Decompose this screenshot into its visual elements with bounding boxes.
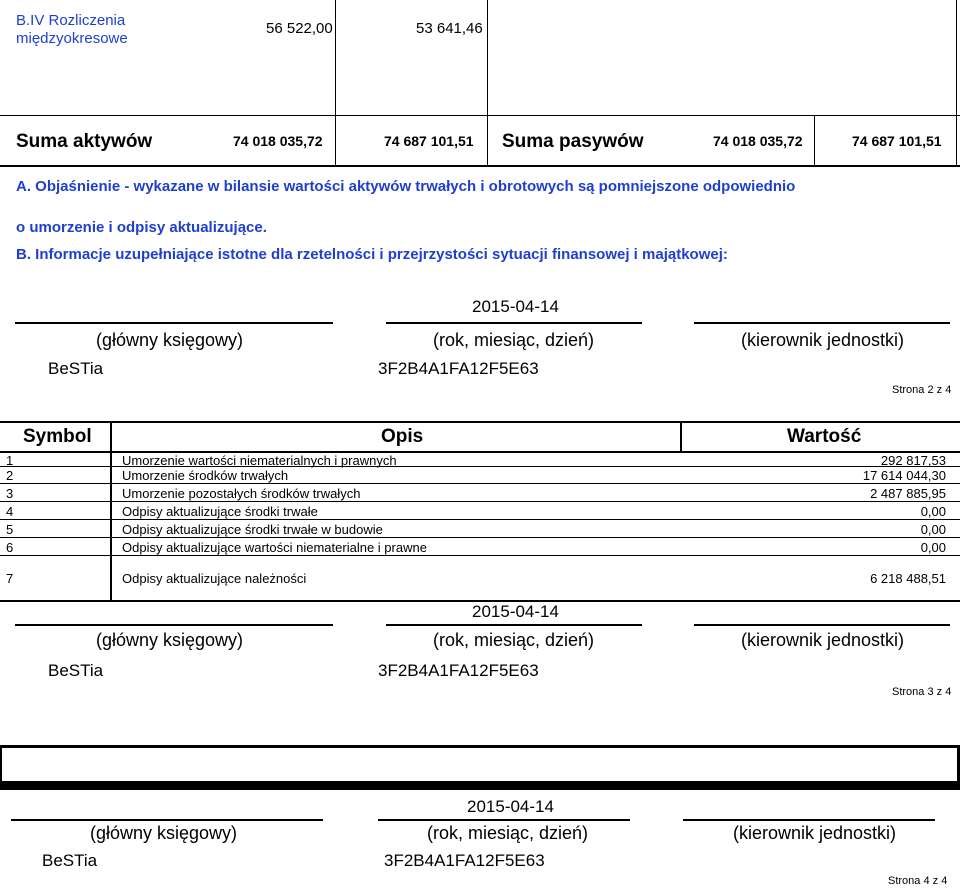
accountant-caption: (główny księgowy): [96, 330, 244, 350]
note-b-line: B. Informacje uzupełniające istotne dla rzetelności i przejrzystości sytuacji finansowej i majątkowej:: [16, 246, 728, 263]
row-label-line1: B.IV Rozliczenia: [16, 12, 126, 29]
liabilities-total-value-1: 74 018 035,72: [713, 133, 803, 149]
signature-line: [11, 819, 323, 821]
row-description: Odpisy aktualizujące środki trwałe: [122, 504, 318, 519]
page-number: Strona 4 z 4: [888, 875, 948, 887]
row-symbol: 2: [6, 468, 14, 483]
row-value: 0,00: [920, 504, 946, 519]
row-symbol: 7: [6, 571, 14, 586]
row-separator: [0, 501, 960, 502]
row-divider: [0, 165, 960, 167]
signature-line: [683, 819, 935, 821]
row-divider: [0, 115, 960, 116]
col-divider: [814, 115, 815, 166]
row-symbol: 4: [6, 504, 14, 519]
row-value: 2 487 885,95: [870, 486, 946, 501]
signature-line: [694, 624, 950, 626]
document-code: 3F2B4A1FA12F5E63: [378, 359, 539, 378]
accountant-caption: (główny księgowy): [96, 630, 244, 650]
row-value: 17 614 044,30: [862, 468, 946, 483]
signature-date: 2015-04-14: [467, 797, 554, 816]
company-name: BeSTia: [48, 359, 104, 378]
signature-line: [15, 624, 333, 626]
row-description: Odpisy aktualizujące wartości niematerialne i prawne: [122, 540, 427, 555]
frame-bottom-border: [0, 781, 960, 790]
row-value-1: 56 522,00: [266, 20, 333, 37]
table-col-divider: [680, 421, 682, 453]
header-symbol: Symbol: [23, 426, 92, 447]
signature-date: 2015-04-14: [472, 297, 559, 316]
row-description: Umorzenie wartości niematerialnych i prawnych: [122, 453, 397, 468]
page-number: Strona 2 z 4: [892, 384, 952, 396]
row-description: Odpisy aktualizujące środki trwałe w budowie: [122, 522, 383, 537]
manager-caption: (kierownik jednostki): [741, 630, 905, 650]
note-a-line1: A. Objaśnienie - wykazane w bilansie wartości aktywów trwałych i obrotowych są pomniejszone odpowiednio: [16, 178, 796, 195]
row-symbol: 1: [6, 453, 14, 468]
assets-total-value-2: 74 687 101,51: [384, 133, 474, 149]
liabilities-total-label: Suma pasywów: [502, 131, 644, 152]
col-divider: [487, 0, 488, 166]
header-value: Wartość: [787, 426, 862, 447]
document-code: 3F2B4A1FA12F5E63: [384, 851, 545, 870]
date-caption: (rok, miesiąc, dzień): [433, 330, 595, 350]
note-a-line2: o umorzenie i odpisy aktualizujące.: [16, 219, 267, 236]
liabilities-total-value-2: 74 687 101,51: [852, 133, 942, 149]
signature-line: [386, 624, 642, 626]
row-separator: [0, 483, 960, 484]
row-value-2: 53 641,46: [416, 20, 483, 37]
row-label-line2: międzyokresowe: [16, 30, 128, 47]
row-description: Umorzenie pozostałych środków trwałych: [122, 486, 361, 501]
table-col-divider: [110, 421, 112, 601]
row-value: 0,00: [920, 522, 946, 537]
col-divider: [956, 0, 957, 166]
manager-caption: (kierownik jednostki): [733, 823, 897, 843]
document-code: 3F2B4A1FA12F5E63: [378, 661, 539, 680]
signature-date: 2015-04-14: [472, 602, 559, 621]
row-symbol: 6: [6, 540, 14, 555]
page-number: Strona 3 z 4: [892, 686, 952, 698]
frame-top-border: [0, 745, 960, 748]
row-value: 292 817,53: [880, 453, 946, 468]
date-caption: (rok, miesiąc, dzień): [433, 630, 595, 650]
company-name: BeSTia: [48, 661, 104, 680]
date-caption: (rok, miesiąc, dzień): [427, 823, 589, 843]
assets-total-value-1: 74 018 035,72: [233, 133, 323, 149]
header-description: Opis: [381, 426, 424, 447]
row-symbol: 5: [6, 522, 14, 537]
col-divider: [335, 0, 336, 166]
assets-total-label: Suma aktywów: [16, 131, 153, 152]
signature-line: [386, 322, 642, 324]
row-value: 0,00: [920, 540, 946, 555]
manager-caption: (kierownik jednostki): [741, 330, 905, 350]
row-value: 6 218 488,51: [870, 571, 946, 586]
accountant-caption: (główny księgowy): [90, 823, 238, 843]
signature-line: [378, 819, 630, 821]
row-separator: [0, 537, 960, 538]
signature-line: [694, 322, 950, 324]
table-top-border: [0, 421, 960, 423]
row-description: Odpisy aktualizujące należności: [122, 571, 307, 586]
company-name: BeSTia: [42, 851, 98, 870]
signature-line: [15, 322, 333, 324]
row-separator: [0, 555, 960, 556]
row-symbol: 3: [6, 486, 14, 501]
row-separator: [0, 519, 960, 520]
row-description: Umorzenie środków trwałych: [122, 468, 289, 483]
